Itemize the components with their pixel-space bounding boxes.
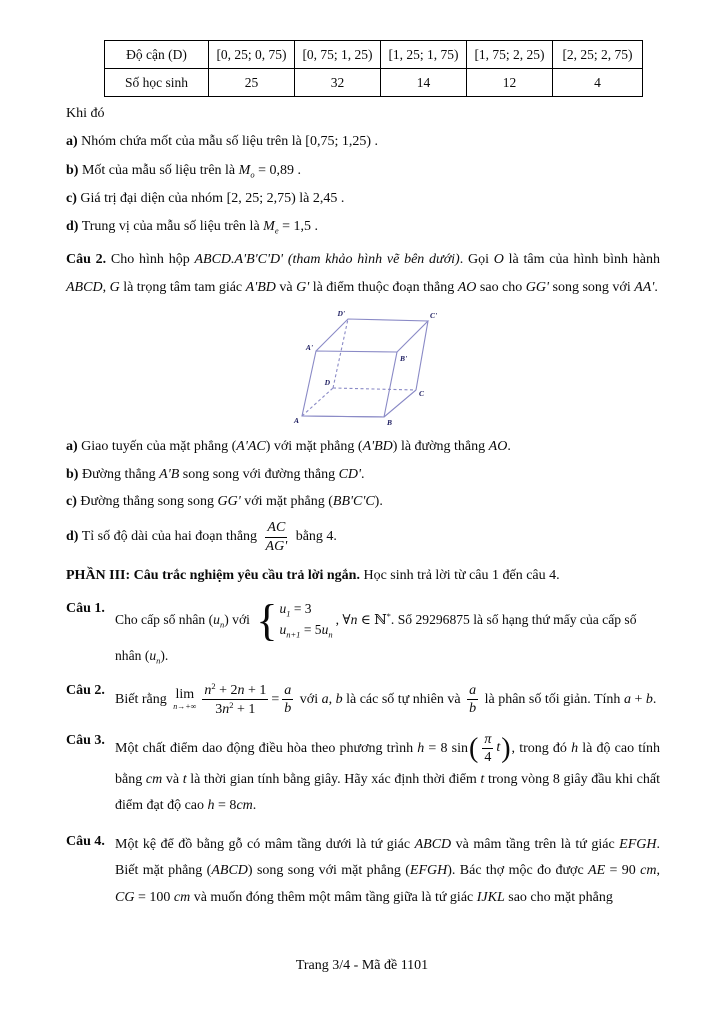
table-value-cell: 25 — [209, 69, 295, 97]
question-4 — [66, 832, 660, 912]
fraction-denominator: b — [469, 701, 477, 716]
question-1-line1 — [115, 595, 660, 645]
equals-sign: = — [271, 691, 280, 707]
system-brace: { — [256, 595, 278, 645]
fraction-numerator: π — [482, 731, 493, 750]
open-paren: ( — [468, 732, 479, 764]
vertex-label-B-prime: B' — [400, 354, 408, 364]
fraction-denominator: AG' — [265, 538, 288, 554]
vertex-label-D: D — [324, 378, 330, 388]
geo-statement-a: a) Giao tuyến của mặt phẳng (A'AC) với mặt phẳng (A'BD) là đường thẳng AO. — [66, 439, 511, 455]
q3-pre: Một chất điểm dao động điều hòa theo phương trình h = 8 sin — [115, 740, 468, 756]
question-2-body — [115, 681, 660, 719]
question-3-label: Câu 3. — [66, 732, 105, 748]
fraction-denominator: b — [284, 701, 292, 716]
question-1-label: Câu 1. — [66, 600, 105, 616]
fraction-numerator: AC — [265, 519, 287, 538]
geo-statement-d-text: d) Tỉ số độ dài của hai đoạn thẳng — [66, 529, 261, 545]
part3-header: PHẦN III: Câu trắc nghiệm yêu cầu trả lời ngắn. Học sinh trả lời từ câu 1 đến câu 4. — [66, 568, 560, 584]
vertex-label-C-prime: C' — [430, 311, 438, 321]
table-header-row — [105, 41, 643, 69]
q3-post: , trong đó h là độ cao tính bằng cm và t là thời gian tính bằng giây. Hãy xác định thời điểm t trong vòng 8 giây đầu khi chất điểm đạt độ cao h = 8cm. — [115, 740, 661, 814]
table-header-cell: [2, 25; 2, 75) — [553, 41, 643, 69]
table-value-cell: Số học sinh — [105, 69, 209, 97]
cau2-geometry-paragraph: Câu 2. Cho hình hộp ABCD.A'B'C'D' (tham khảo hình vẽ bên dưới). Gọi O là tâm của hình bình hành ABCD, G là trọng tâm tam giác A'BD và G' là điểm thuộc đoạn thẳng AO sao cho GG' song song với AA'. — [66, 252, 660, 296]
geo-statement-c: c) Đường thẳng song song GG' với mặt phẳng (BB'C'C). — [66, 494, 383, 510]
question-3-body — [115, 731, 660, 820]
table-header-cell: [0, 25; 0, 75) — [209, 41, 295, 69]
table-value-cell: 4 — [553, 69, 643, 97]
khi-do-line: Khi đó — [66, 106, 105, 121]
vertex-label-A: A — [293, 416, 299, 426]
statement-d: d) Trung vị của mẫu số liệu trên là $M_e = 1,5$ . — [66, 219, 319, 236]
system-rows — [279, 601, 332, 640]
vertex-label-C: C — [419, 389, 425, 399]
table-header-cell: Độ cận (D) — [105, 41, 209, 69]
sin-argument-group — [468, 731, 512, 767]
fraction-denominator: $3n^2 + 1$ — [215, 700, 256, 717]
table-header-cell: [1, 25; 1, 75) — [381, 41, 467, 69]
parallelepiped-svg — [283, 306, 443, 430]
lim-symbol: lim — [175, 686, 195, 702]
table-value-cell: 14 — [381, 69, 467, 97]
question-3 — [66, 731, 660, 820]
question-1 — [66, 595, 660, 669]
fraction-a-over-b — [282, 682, 293, 718]
equation-system — [256, 595, 333, 645]
table-value-cell: 12 — [467, 69, 553, 97]
table-value-cell: 32 — [295, 69, 381, 97]
q2-pre: Biết rằng — [115, 691, 171, 707]
geo-statement-d-tail: bằng 4. — [292, 529, 337, 545]
close-paren: ) — [501, 732, 511, 764]
fraction-denominator: 4 — [484, 750, 492, 765]
statement-c: c) Giá trị đại diện của nhóm [2, 25; 2,75) là 2,45 . — [66, 190, 345, 206]
limit-operator — [173, 688, 196, 711]
table-header-cell: [0, 75; 1, 25) — [295, 41, 381, 69]
q2-post: là phân số tối giản. Tính a + b. — [481, 691, 657, 707]
fraction-numerator: a — [467, 682, 478, 701]
fraction-numerator: a — [282, 682, 293, 701]
parallelepiped-figure — [66, 306, 660, 430]
vertex-label-B: B — [387, 418, 393, 428]
fraction-limit-expression — [202, 681, 268, 719]
question-2-label: Câu 2. — [66, 682, 105, 698]
table-value-row — [105, 69, 643, 97]
t-variable: t — [496, 740, 501, 756]
geo-statement-d — [66, 519, 660, 555]
system-row-2: $u_{n+1} = 5u_n$ — [279, 622, 333, 640]
frequency-table — [104, 40, 643, 97]
fraction-a-over-b-2 — [467, 682, 478, 718]
question-1-body — [115, 595, 660, 669]
fraction-numerator: $n^2 + 2n + 1$ — [202, 681, 268, 701]
question-1-line2: nhân $(u_n)$. — [115, 647, 169, 666]
statement-a: a) Nhóm chứa mốt của mẫu số liệu trên là [0,75; 1,25) . — [66, 134, 379, 150]
fraction-ac-over-ag — [264, 519, 290, 555]
q1-pre: Cho cấp số nhân $(u_n)$ với — [115, 611, 254, 630]
page-footer: Trang 3/4 - Mã đề 1101 — [295, 958, 429, 973]
question-2 — [66, 681, 660, 719]
system-row-1: $u_1 = 3$ — [279, 601, 312, 619]
lim-subscript: n→+∞ — [173, 701, 197, 711]
question-4-body: Một kệ để đồ bằng gỗ có mâm tầng dưới là tứ giác ABCD và mâm tầng trên là tứ giác EFGH. Biết mặt phẳng (ABCD) song song với mặt phẳng (EFGH). Bác thợ mộc đo được AE = 90 cm, CG = 100 cm và muốn đóng thêm một mâm tầng giữa là tứ giác IJKL sao cho mặt phẳng — [115, 836, 660, 905]
q2-mid: với a, b là các số tự nhiên và — [296, 691, 465, 707]
table-header-cell: [1, 75; 2, 25) — [467, 41, 553, 69]
geo-statement-b: b) Đường thẳng A'B song song với đường thẳng CD'. — [66, 466, 365, 482]
statement-b: b) Mốt của mẫu số liệu trên là $M_o = 0,89$ . — [66, 162, 301, 180]
box-edges — [302, 319, 428, 417]
fraction-pi-over-4 — [482, 731, 493, 767]
vertex-label-D-prime: D' — [337, 309, 345, 319]
q1-post: , ∀n ∈ ℕ*. Số 29296875 là số hạng thứ mấy của cấp số — [335, 610, 637, 627]
vertex-label-A-prime: A' — [305, 343, 313, 353]
question-4-label: Câu 4. — [66, 833, 105, 849]
